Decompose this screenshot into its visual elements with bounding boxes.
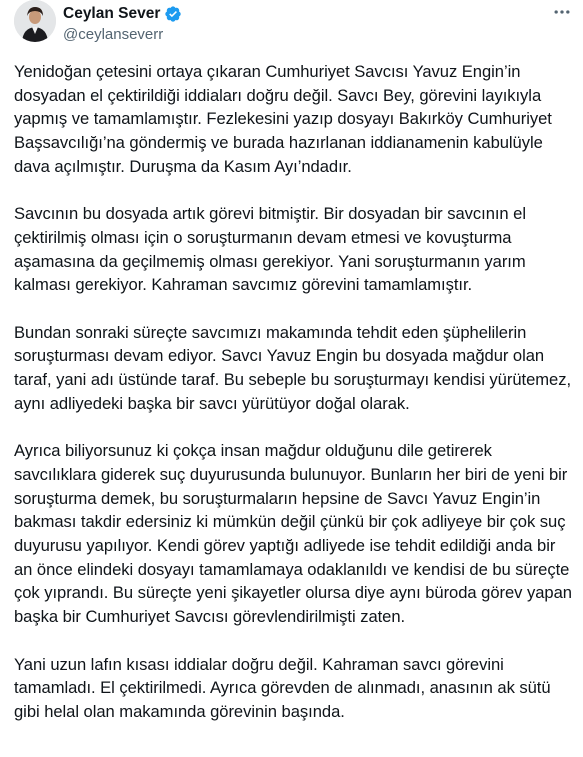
more-horizontal-icon[interactable] xyxy=(552,2,572,22)
profile-photo-icon xyxy=(14,0,56,42)
tweet-paragraph: Yenidoğan çetesini ortaya çıkaran Cumhuriyet Savcısı Yavuz Engin’in dosyadan el çektirildiği iddiaları doğru değil. Savcı Bey, görevini layıkıyla yapmış ve tamamlamıştır. Fezlekesini yazıp dosyayı Bakırköy Cumhuriyet Başsavcılığı’na göndermiş ve burada hazırlanan iddianamenin kabulüyle dava açılmıştır. Duruşma da Kasım Ayı’ndadır. xyxy=(14,62,552,176)
avatar[interactable] xyxy=(14,0,56,42)
verified-badge-icon xyxy=(164,5,182,23)
tweet-text xyxy=(14,60,576,724)
tweet-paragraph: Yani uzun lafın kısası iddialar doğru değil. Kahraman savcı görevini tamamladı. El çektirilmedi. Ayrıca görevden de alınmadı, anasının ak sütü gibi helal olan makamında görevinin başında. xyxy=(14,654,551,721)
author-block xyxy=(63,4,182,45)
handle[interactable]: @ceylanseverr xyxy=(63,26,164,43)
display-name[interactable]: Ceylan Sever xyxy=(63,5,161,22)
tweet-paragraph: Bundan sonraki süreçte savcımızı makamında tehdit eden şüphelilerin soruşturması devam ediyor. Savcı Yavuz Engin bu dosyada mağdur olan taraf, yani adı üstünde taraf. Bu sebeple bu soruşturmayı kendisi yürütemez, aynı adliyedeki başka bir savcı yürütüyor doğal olarak. xyxy=(14,322,572,413)
tweet-paragraph: Ayrıca biliyorsunuz ki çokça insan mağdur olduğunu dile getirerek savcılıklara giderek suç duyurusunda bulunuyor. Bunların her biri de yeni bir soruşturma demek, bu soruşturmaların hepsine de Savcı Yavuz Engin’in bakması takdir edersiniz ki mümkün değil çünkü bir çok adliyeye bir çok suç duyurusu yapılıyor. Kendi görev yaptığı adliyede ise tehdit edildiği anda bir an önce elindeki dosyayı tamamlamaya odaklanıldı ve kendisi de bu süreçte çok yıprandı. Bu süreçte yeni şikayetler olursa diye aynı büroda görev yapan başka bir Cumhuriyet Savcısı görevlendirilmişti zaten. xyxy=(14,441,572,627)
tweet-header xyxy=(14,0,574,52)
name-row xyxy=(63,4,182,24)
tweet-paragraph: Savcının bu dosyada artık görevi bitmiştir. Bir dosyadan bir savcının el çektirilmiş olması için o soruşturmanın devam etmesi ve kovuşturma aşamasına da geçilmemiş olması gerekiyor. Yani soruşturmanın yarım kalması gerekiyor. Kahraman savcımız görevini tamamlamıştır. xyxy=(14,204,526,295)
